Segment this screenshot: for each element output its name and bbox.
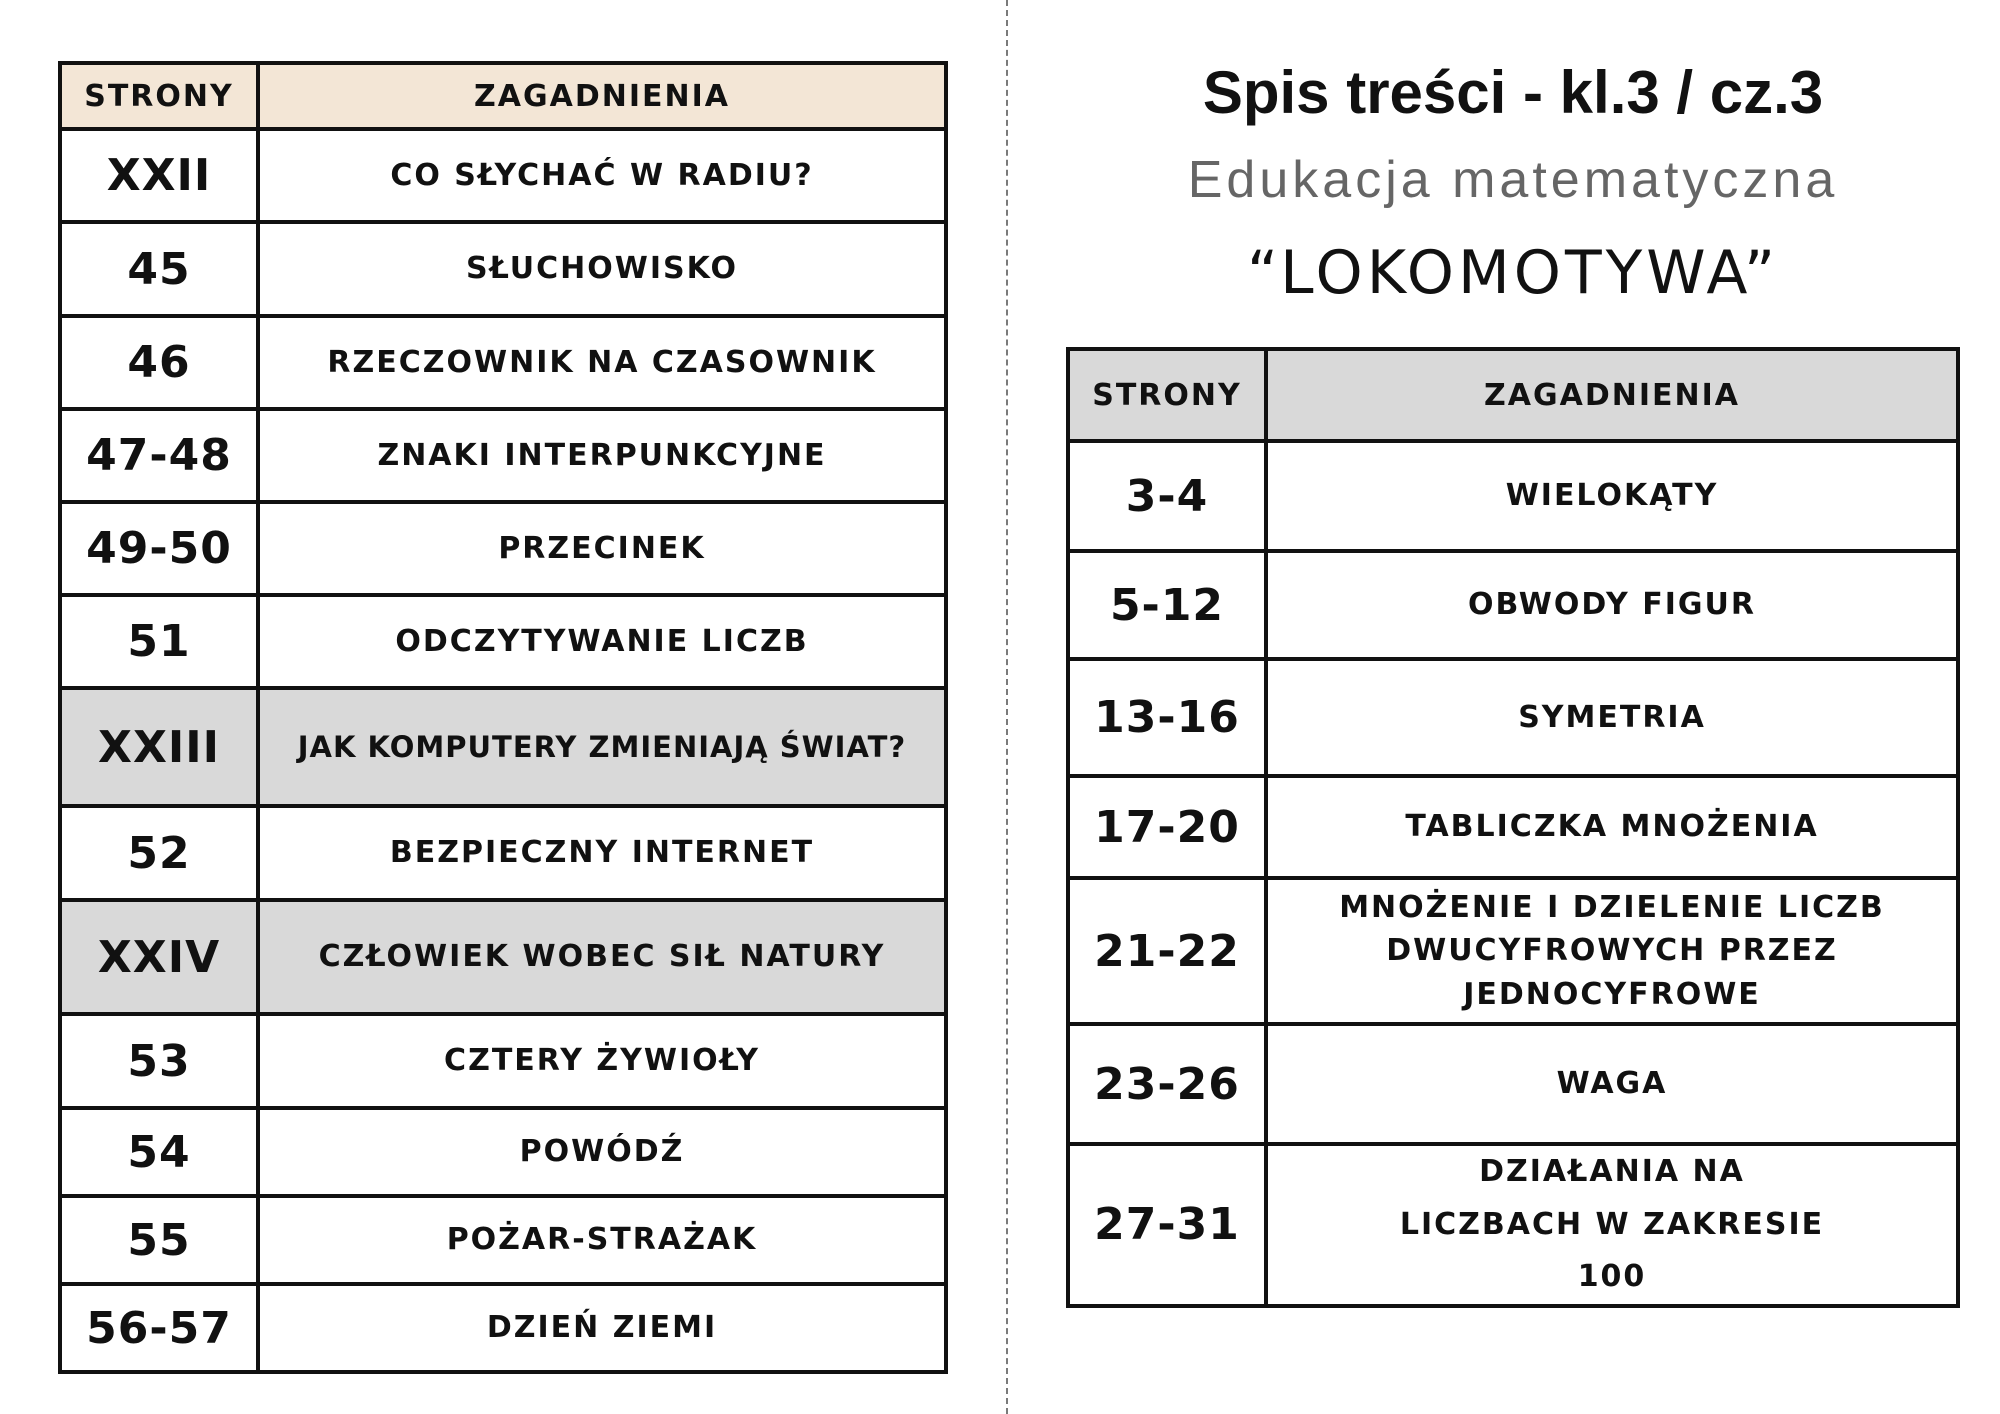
topic: CO SŁYCHAĆ W RADIU? (258, 129, 946, 222)
topic: ODCZYTYWANIE LICZB (258, 595, 946, 688)
topics-column-header: ZAGADNIENIA (258, 63, 946, 129)
page-range: 3-4 (1068, 441, 1266, 551)
document-title: Spis treści - kl.3 / cz.3 (1202, 59, 1824, 126)
topic: PRZECINEK (258, 502, 946, 595)
page-range: 23-26 (1068, 1024, 1266, 1144)
topic: WAGA (1266, 1024, 1958, 1144)
pages-column-header: STRONY (1068, 349, 1266, 441)
page-range: 46 (60, 316, 258, 409)
page-range: 45 (60, 222, 258, 316)
table-row (60, 1014, 946, 1108)
page-range: 54 (60, 1108, 258, 1196)
page-range: 51 (60, 595, 258, 688)
table-row (60, 595, 946, 688)
table-header-row (1068, 349, 1958, 441)
page-range: 49-50 (60, 502, 258, 595)
table-row (1068, 776, 1958, 878)
right-contents-table (1066, 347, 1960, 1308)
topic: WIELOKĄTY (1266, 441, 1958, 551)
section-number: XXIV (60, 900, 258, 1014)
page-range: 21-22 (1068, 878, 1266, 1024)
page-range: 17-20 (1068, 776, 1266, 878)
table-row (60, 1108, 946, 1196)
topic: ZNAKI INTERPUNKCYJNE (258, 409, 946, 502)
topic: MNOŻENIE I DZIELENIE LICZB DWUCYFROWYCH PRZEZ JEDNOCYFROWE (1266, 878, 1958, 1024)
topic: SYMETRIA (1266, 659, 1958, 776)
table-row (1068, 441, 1958, 551)
table-row (1068, 878, 1958, 1024)
topic: BEZPIECZNY INTERNET (258, 806, 946, 900)
page-range: 5-12 (1068, 551, 1266, 659)
page-range: 53 (60, 1014, 258, 1108)
left-contents-table (58, 61, 948, 1374)
table-row (60, 222, 946, 316)
table-row (60, 1284, 946, 1372)
textbook-name: “LOKOMOTYWA” (1246, 238, 1780, 308)
table-row (1068, 659, 1958, 776)
table-row (60, 1196, 946, 1284)
table-row (1068, 1144, 1958, 1306)
topic: DZIEŃ ZIEMI (258, 1284, 946, 1372)
topics-column-header: ZAGADNIENIA (1266, 349, 1958, 441)
fold-divider (1006, 0, 1008, 1414)
topic: POWÓDŹ (258, 1108, 946, 1196)
table-header-row (60, 63, 946, 129)
topic: CZTERY ŻYWIOŁY (258, 1014, 946, 1108)
page-range: 27-31 (1068, 1144, 1266, 1306)
page-range: 55 (60, 1196, 258, 1284)
topic: RZECZOWNIK NA CZASOWNIK (258, 316, 946, 409)
table-row (1068, 1024, 1958, 1144)
page-range: 52 (60, 806, 258, 900)
page-range: 13-16 (1068, 659, 1266, 776)
pages-column-header: STRONY (60, 63, 258, 129)
document-subtitle: Edukacja matematyczna (1187, 151, 1839, 209)
table-row (60, 806, 946, 900)
page-range: XXII (60, 129, 258, 222)
table-row (60, 316, 946, 409)
topic: TABLICZKA MNOŻENIA (1266, 776, 1958, 878)
table-row (1068, 551, 1958, 659)
table-row (60, 409, 946, 502)
table-row (60, 129, 946, 222)
section-title: CZŁOWIEK WOBEC SIŁ NATURY (258, 900, 946, 1014)
topic: DZIAŁANIA NA LICZBACH W ZAKRESIE 100 (1266, 1144, 1958, 1306)
section-row (60, 688, 946, 806)
section-row (60, 900, 946, 1014)
topic: POŻAR-STRAŻAK (258, 1196, 946, 1284)
topic: OBWODY FIGUR (1266, 551, 1958, 659)
section-number: XXIII (60, 688, 258, 806)
page-range: 47-48 (60, 409, 258, 502)
topic: SŁUCHOWISKO (258, 222, 946, 316)
table-row (60, 502, 946, 595)
page-range: 56-57 (60, 1284, 258, 1372)
section-title: JAK KOMPUTERY ZMIENIAJĄ ŚWIAT? (258, 688, 946, 806)
